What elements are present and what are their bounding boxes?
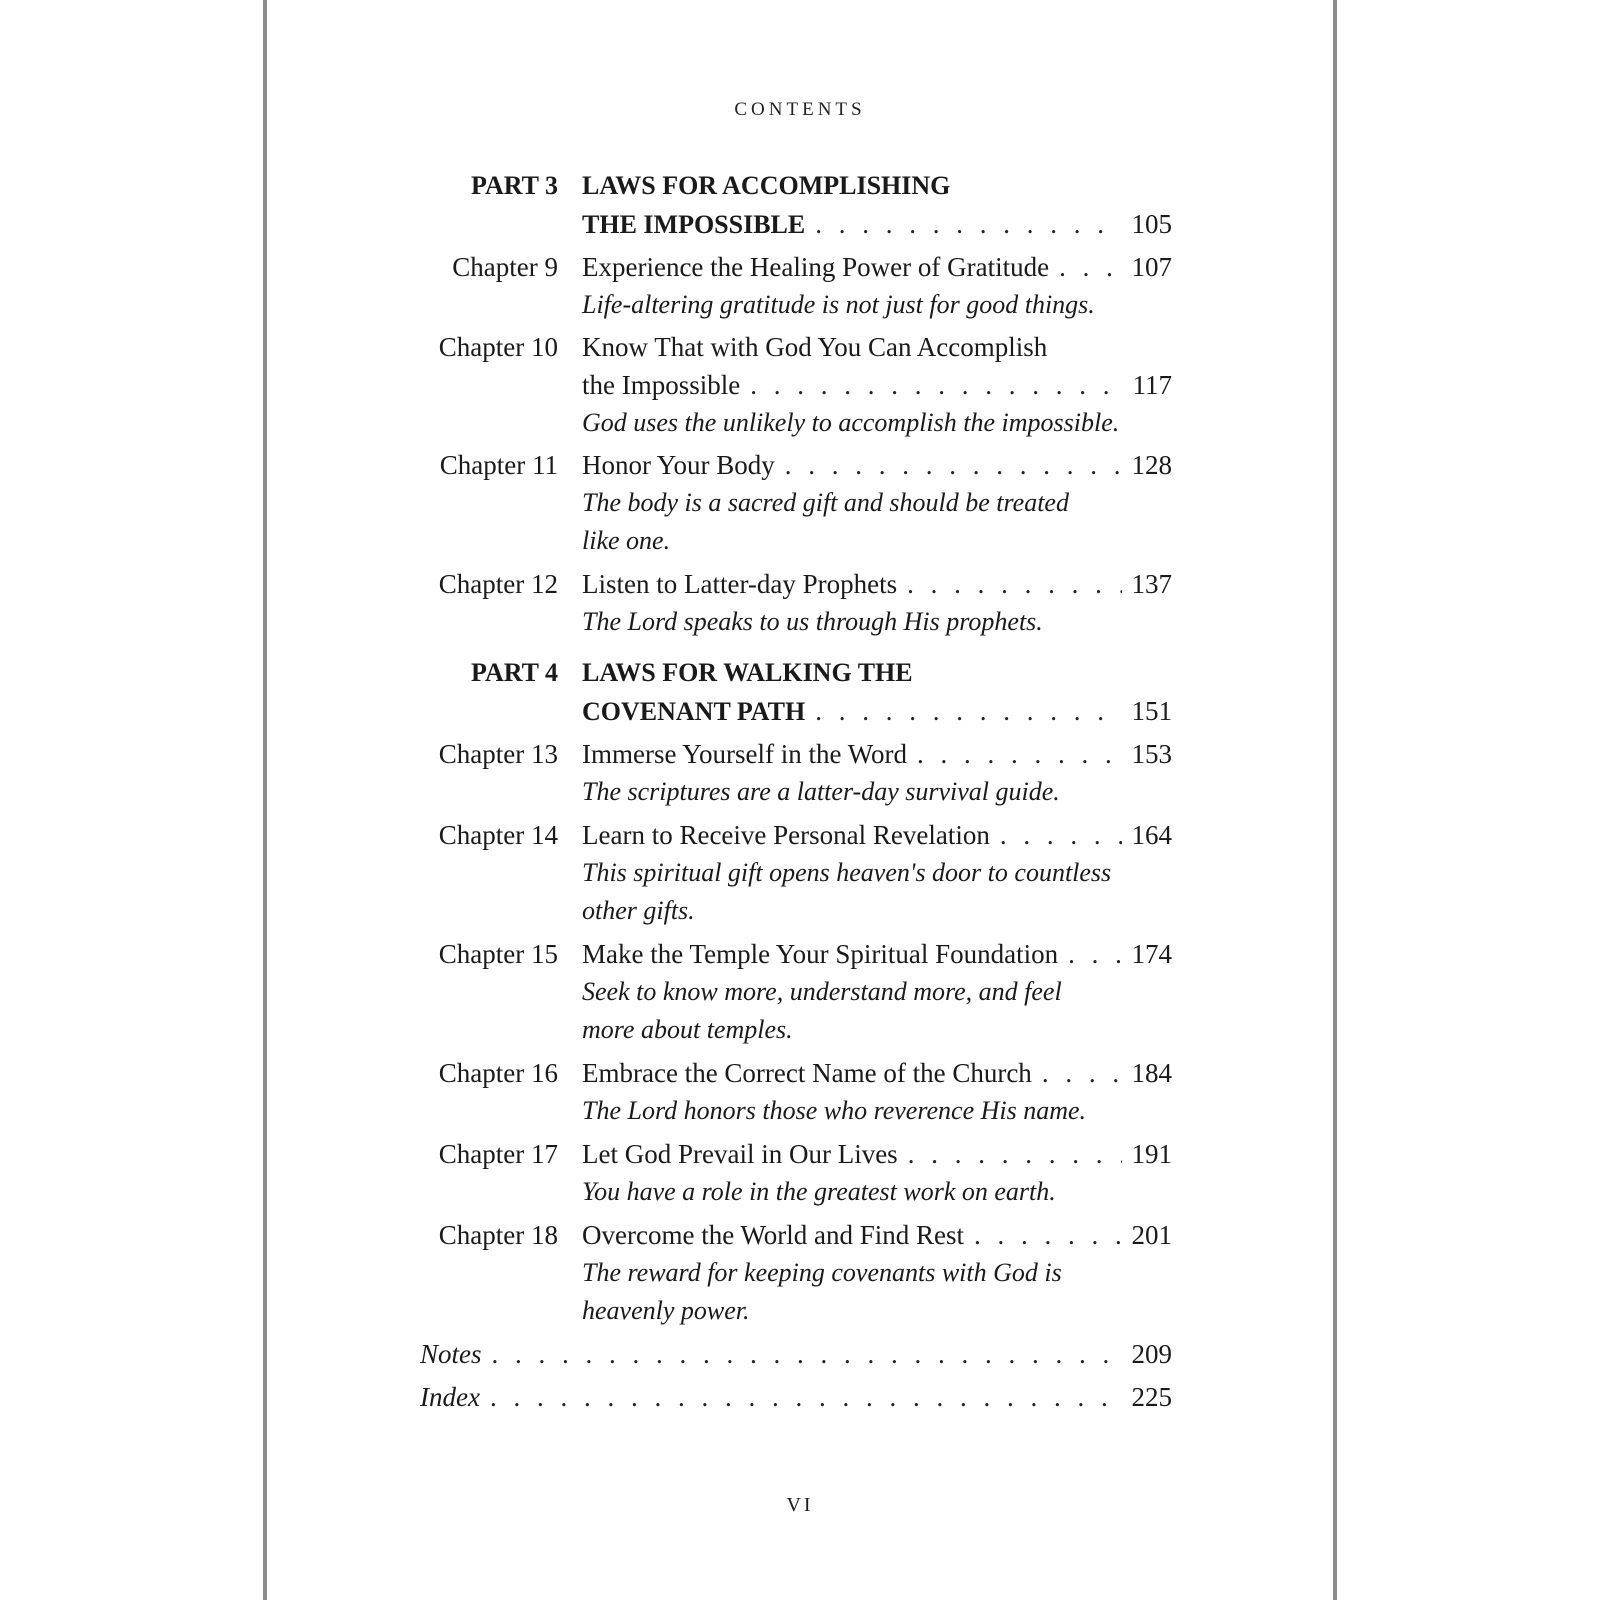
dot-leader <box>490 1378 1122 1416</box>
chapter-subtitle: Seek to know more, understand more, and feel <box>582 977 1062 1006</box>
chapter-title: Experience the Healing Power of Gratitude <box>582 252 1050 282</box>
chapter-label: Chapter 13 <box>438 739 558 769</box>
chapter-subtitle: The scriptures are a latter-day survival guide. <box>582 777 1060 806</box>
part-title: LAWS FOR WALKING THE <box>582 658 913 687</box>
chapter-title: Learn to Receive Personal Revelation <box>582 820 990 850</box>
chapter-subtitle: This spiritual gift opens heaven's door to countless <box>582 858 1112 887</box>
chapter-subtitle: God uses the unlikely to accomplish the impossible. <box>582 408 1120 437</box>
chapter-title: Let God Prevail in Our Lives <box>582 1139 898 1169</box>
page-number: 128 <box>1131 450 1172 480</box>
chapter-title: Know That with God You Can Accomplish <box>582 332 1048 362</box>
dot-leader <box>907 565 1122 603</box>
page-number: 153 <box>1131 739 1172 769</box>
toc-entry-chapter-15[interactable] <box>420 935 1172 973</box>
chapter-subtitle: heavenly power. <box>582 1296 750 1325</box>
part-label: PART 3 <box>471 171 558 200</box>
dot-leader <box>917 735 1122 773</box>
chapter-subtitle: The reward for keeping covenants with God is <box>582 1258 1062 1287</box>
page-edge-right <box>1333 0 1337 1600</box>
toc-entry-chapter-13[interactable] <box>420 735 1172 773</box>
toc-entry-chapter-18[interactable] <box>420 1216 1172 1254</box>
dot-leader <box>492 1335 1122 1373</box>
chapter-label: Chapter 9 <box>452 252 558 282</box>
page-number: 164 <box>1131 820 1172 850</box>
chapter-label: Chapter 15 <box>438 939 558 969</box>
toc-entry-chapter-12[interactable] <box>420 565 1172 603</box>
page-number: 137 <box>1131 569 1172 599</box>
dot-leader <box>815 205 1122 243</box>
chapter-subtitle: The Lord speaks to us through His prophets. <box>582 607 1043 636</box>
toc-entry-chapter-9[interactable] <box>420 248 1172 286</box>
chapter-subtitle: The body is a sacred gift and should be treated <box>582 488 1069 517</box>
chapter-label: Chapter 10 <box>438 332 558 362</box>
dot-leader <box>785 446 1122 484</box>
toc-entry-chapter-17[interactable] <box>420 1135 1172 1173</box>
toc-entry-chapter-10[interactable] <box>420 328 1172 366</box>
toc-entry-chapter-14[interactable] <box>420 816 1172 854</box>
page-number: 174 <box>1131 939 1172 969</box>
dot-leader <box>1042 1054 1122 1092</box>
toc-entry-chapter-11[interactable] <box>420 446 1172 484</box>
chapter-title: Immerse Yourself in the Word <box>582 739 908 769</box>
page-number: 201 <box>1131 1220 1172 1250</box>
chapter-title: Make the Temple Your Spiritual Foundation <box>582 939 1059 969</box>
chapter-subtitle: other gifts. <box>582 896 695 925</box>
page-number: 191 <box>1131 1139 1172 1169</box>
page-number: 225 <box>1131 1382 1172 1412</box>
chapter-label: Chapter 18 <box>438 1220 558 1250</box>
chapter-subtitle: more about temples. <box>582 1015 793 1044</box>
dot-leader <box>974 1216 1122 1254</box>
page-edge-left <box>263 0 267 1600</box>
chapter-title: Embrace the Correct Name of the Church <box>582 1058 1032 1088</box>
page-number: 107 <box>1131 252 1172 282</box>
chapter-title: Listen to Latter-day Prophets <box>582 569 898 599</box>
chapter-subtitle: like one. <box>582 526 671 555</box>
toc-entry-index[interactable] <box>420 1378 1172 1416</box>
part-4-heading[interactable] <box>420 654 1172 692</box>
dot-leader <box>1059 248 1122 286</box>
toc-entry-chapter-16[interactable] <box>420 1054 1172 1092</box>
running-head: CONTENTS <box>734 99 866 120</box>
part-title: THE IMPOSSIBLE <box>582 210 806 239</box>
page-number: 209 <box>1131 1339 1172 1369</box>
toc-entry-notes[interactable] <box>420 1335 1172 1373</box>
chapter-title: Honor Your Body <box>582 450 775 480</box>
part-3-heading-line2[interactable] <box>420 205 1172 243</box>
page-number: 184 <box>1131 1058 1172 1088</box>
chapter-label: Chapter 14 <box>438 820 558 850</box>
part-title: COVENANT PATH <box>582 697 806 726</box>
chapter-label: Chapter 12 <box>438 569 558 599</box>
part-3-heading[interactable] <box>420 167 1172 205</box>
dot-leader <box>815 692 1122 730</box>
page-folio: VI <box>786 1494 814 1516</box>
chapter-title: Overcome the World and Find Rest <box>582 1220 965 1250</box>
chapter-subtitle: You have a role in the greatest work on earth. <box>582 1177 1056 1206</box>
chapter-label: Chapter 16 <box>438 1058 558 1088</box>
chapter-title: the Impossible <box>582 370 741 400</box>
dot-leader <box>908 1135 1122 1173</box>
part-4-heading-line2[interactable] <box>420 692 1172 730</box>
page-number: 151 <box>1131 696 1172 726</box>
backmatter-title: Notes <box>420 1339 482 1369</box>
backmatter-title: Index <box>420 1382 480 1412</box>
toc-entry-chapter-10-line2[interactable] <box>420 366 1172 404</box>
chapter-subtitle: Life-altering gratitude is not just for good things. <box>582 290 1095 319</box>
part-label: PART 4 <box>471 658 558 687</box>
dot-leader <box>750 366 1122 404</box>
chapter-label: Chapter 17 <box>438 1139 558 1169</box>
chapter-label: Chapter 11 <box>439 450 558 480</box>
dot-leader <box>1000 816 1122 854</box>
part-title: LAWS FOR ACCOMPLISHING <box>582 171 951 200</box>
page-number: 105 <box>1131 209 1172 239</box>
page-number: 117 <box>1132 370 1172 400</box>
dot-leader <box>1068 935 1122 973</box>
chapter-subtitle: The Lord honors those who reverence His name. <box>582 1096 1087 1125</box>
